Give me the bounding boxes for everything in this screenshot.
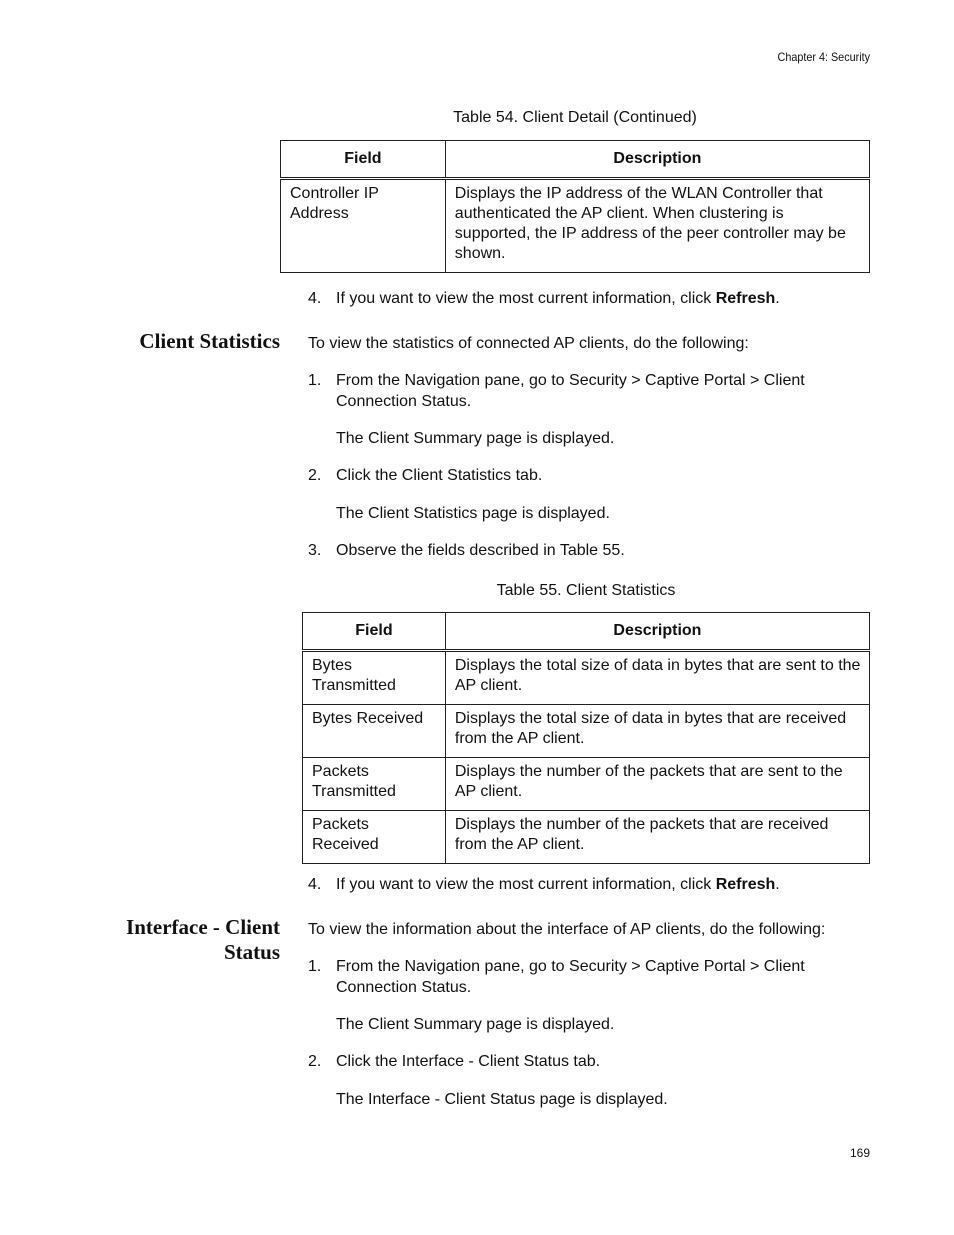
- refresh-label: Refresh: [715, 290, 776, 307]
- step-number: 3.: [308, 542, 322, 559]
- page-number: 169: [849, 1146, 870, 1160]
- step-text: Click the Client Statistics tab.: [336, 467, 543, 484]
- column-header-field: Field: [281, 141, 446, 179]
- table-54: [280, 140, 870, 273]
- description-cell: Displays the number of the packets that are received from the AP client.: [445, 811, 869, 864]
- description-cell: Displays the total size of data in bytes that are sent to the AP client.: [445, 651, 869, 705]
- step-result: The Client Summary page is displayed.: [336, 1016, 615, 1033]
- step-number: 4.: [308, 290, 322, 307]
- step-number: 2.: [308, 467, 322, 484]
- column-header-description: Description: [445, 613, 869, 651]
- step-text: If you want to view the most current information, click Refresh.: [336, 876, 780, 893]
- running-header: Chapter 4: Security: [777, 50, 870, 64]
- description-cell: Displays the total size of data in bytes that are received from the AP client.: [445, 705, 869, 758]
- table-54-caption: Table 54. Client Detail (Continued): [453, 109, 697, 126]
- step-result: The Client Statistics page is displayed.: [336, 505, 610, 522]
- step-number: 1.: [308, 958, 322, 975]
- step-text: From the Navigation pane, go to Security > Captive Portal > Client Connection Status.: [336, 372, 805, 410]
- field-cell: Bytes Transmitted: [303, 651, 446, 705]
- table-row: [303, 651, 870, 705]
- field-cell: Bytes Received: [303, 705, 446, 758]
- step-result: The Client Summary page is displayed.: [336, 430, 615, 447]
- table-row: [303, 811, 870, 864]
- section-intro: To view the information about the interface of AP clients, do the following:: [308, 921, 826, 938]
- step-text: From the Navigation pane, go to Security > Captive Portal > Client Connection Status.: [336, 958, 805, 996]
- refresh-label: Refresh: [715, 876, 776, 893]
- field-cell: Packets Transmitted: [303, 758, 446, 811]
- field-cell: Packets Received: [303, 811, 446, 864]
- step-text: If you want to view the most current information, click Refresh.: [336, 290, 780, 307]
- field-cell: Controller IP Address: [281, 179, 446, 273]
- table-row: [303, 705, 870, 758]
- step-result: The Interface - Client Status page is displayed.: [336, 1091, 668, 1108]
- step-number: 1.: [308, 372, 322, 389]
- section-intro: To view the statistics of connected AP clients, do the following:: [308, 335, 749, 352]
- step-text: Observe the fields described in Table 55.: [336, 542, 625, 559]
- description-cell: Displays the IP address of the WLAN Controller that authenticated the AP client. When clustering is supported, the IP address of the peer controller may be shown.: [445, 179, 869, 273]
- section-heading-interface-client-status: Interface - Client Status: [126, 915, 280, 964]
- step-number: 4.: [308, 876, 322, 893]
- step-text: Click the Interface - Client Status tab.: [336, 1053, 601, 1070]
- step-number: 2.: [308, 1053, 322, 1070]
- column-header-field: Field: [303, 613, 446, 651]
- description-cell: Displays the number of the packets that are sent to the AP client.: [445, 758, 869, 811]
- table-header-row: [303, 613, 870, 651]
- table-55: [302, 612, 870, 864]
- table-55-caption: Table 55. Client Statistics: [496, 582, 676, 599]
- table-row: [303, 758, 870, 811]
- table-row: [281, 179, 870, 273]
- section-heading-client-statistics: Client Statistics: [139, 329, 280, 353]
- table-header-row: [281, 141, 870, 179]
- column-header-description: Description: [445, 141, 869, 179]
